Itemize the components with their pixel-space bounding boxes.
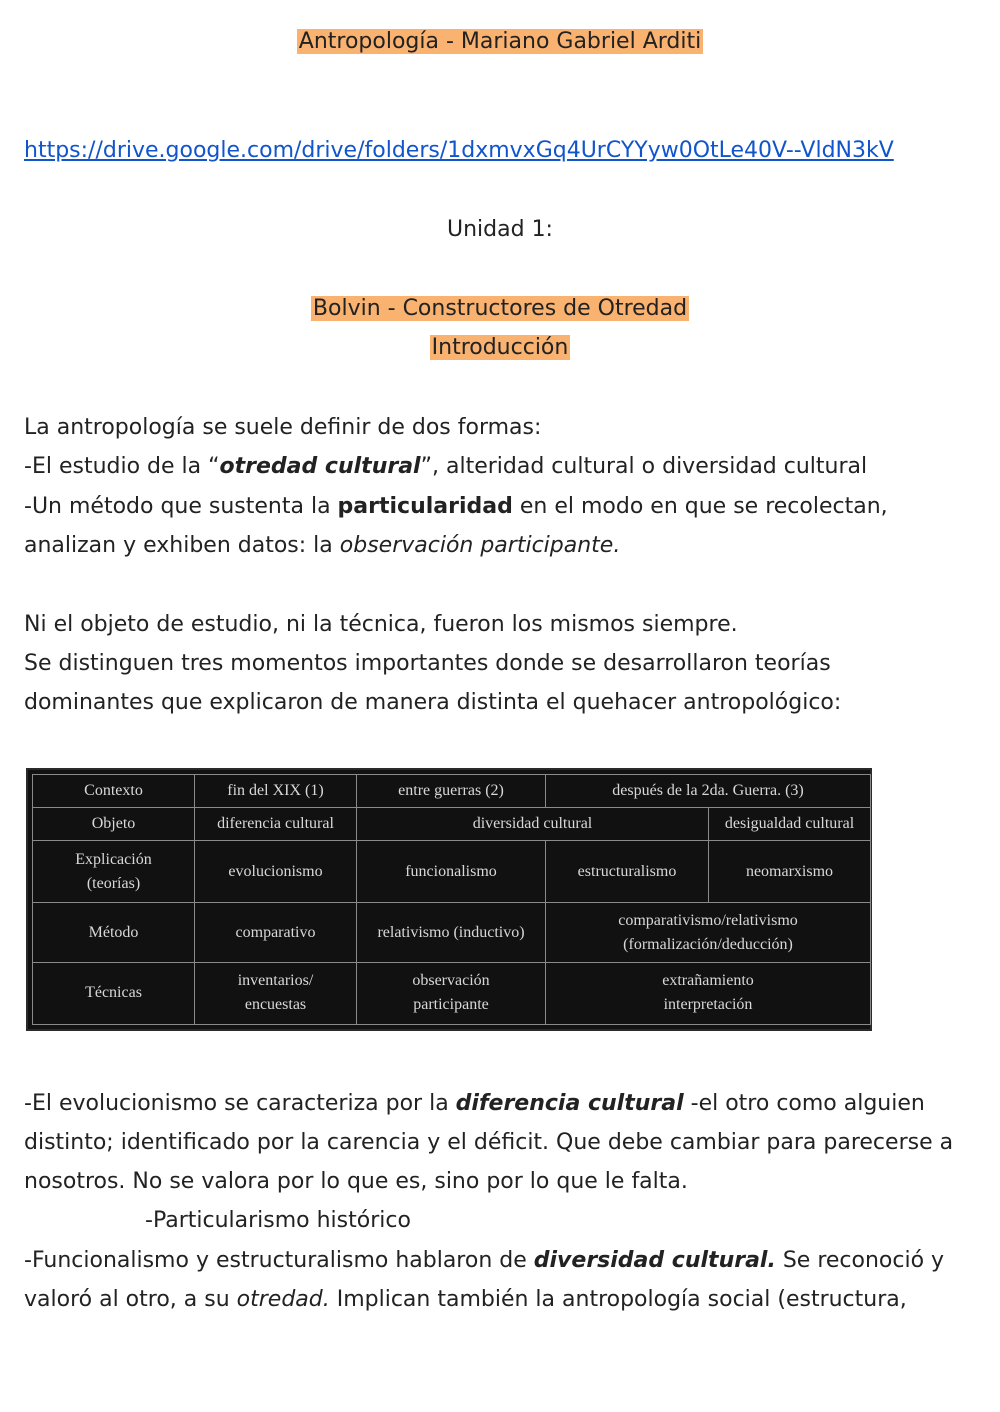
table-row-metodo bbox=[33, 903, 871, 962]
intro-line-4 bbox=[24, 531, 620, 561]
table-cell: funcionalismo bbox=[357, 841, 546, 903]
section-subtitle bbox=[0, 333, 1000, 363]
section-title-text: Bolvin - Constructores de Otredad bbox=[312, 296, 688, 321]
table-row-explicacion bbox=[33, 841, 871, 903]
table-cell: relativismo (inductivo) bbox=[357, 903, 546, 962]
table-cell bbox=[546, 903, 871, 962]
table-cell: entre guerras (2) bbox=[357, 775, 546, 808]
para3-line-3: nosotros. No se valora por lo que es, sino por lo que le falta. bbox=[24, 1169, 688, 1194]
para3-line-1-c: -el otro como alguien bbox=[683, 1091, 925, 1116]
tecnicas-1-line-2: encuestas bbox=[244, 996, 307, 1014]
drive-link-line bbox=[24, 136, 894, 166]
section-title bbox=[0, 294, 1000, 324]
para3-line-5 bbox=[24, 1246, 944, 1276]
table-header-contexto: Contexto bbox=[33, 775, 195, 808]
table-cell: evolucionismo bbox=[195, 841, 357, 903]
para3-line-4: -Particularismo histórico bbox=[145, 1208, 411, 1233]
para3-line-6-a: valoró al otro, a su bbox=[24, 1287, 237, 1312]
para3-line-5-c: Se reconoció y bbox=[775, 1248, 945, 1273]
table-header-tecnicas: Técnicas bbox=[33, 962, 195, 1024]
table-header-metodo: Método bbox=[33, 903, 195, 962]
tecnicas-1-line-1: inventarios/ bbox=[237, 972, 314, 990]
para2-line-1: Ni el objeto de estudio, ni la técnica, fueron los mismos siempre. bbox=[24, 612, 738, 637]
para3-line-5-a: -Funcionalismo y estructuralismo hablaron de bbox=[24, 1248, 534, 1273]
para3-line-2: distinto; identificado por la carencia y el déficit. Que debe cambiar para parecerse a bbox=[24, 1130, 954, 1155]
intro-line-3-a: -Un método que sustenta la bbox=[24, 494, 338, 519]
intro-line-2-a: -El estudio de la “ bbox=[24, 454, 220, 479]
table-cell: diferencia cultural bbox=[195, 808, 357, 841]
intro-line-3-c: en el modo en que se recolectan, bbox=[512, 494, 888, 519]
para3-line-6 bbox=[24, 1285, 907, 1315]
diversidad-cultural-emphasis: diversidad cultural. bbox=[533, 1248, 776, 1273]
document-title bbox=[0, 27, 1000, 57]
intro-line-3 bbox=[24, 492, 888, 522]
para3-line-1-a: -El evolucionismo se caracteriza por la bbox=[24, 1091, 456, 1116]
tecnicas-3-line-1: extrañamiento bbox=[662, 972, 754, 990]
table-row-objeto bbox=[33, 808, 871, 841]
table-row-contexto bbox=[33, 775, 871, 808]
theories-table-image bbox=[26, 768, 872, 1031]
diferencia-cultural-emphasis: diferencia cultural bbox=[455, 1091, 684, 1116]
para2-line-2: Se distinguen tres momentos importantes donde se desarrollaron teorías bbox=[24, 651, 831, 676]
intro-line-2-c: ”, alteridad cultural o diversidad cultural bbox=[420, 454, 868, 479]
table-cell: neomarxismo bbox=[709, 841, 871, 903]
intro-line-4-a: analizan y exhiben datos: la bbox=[24, 533, 340, 558]
metodo-line-1: comparativismo/relativismo bbox=[618, 911, 798, 929]
intro-line-1: La antropología se suele definir de dos formas: bbox=[24, 415, 542, 440]
para2-line-3: dominantes que explicaron de manera distinta el quehacer antropológico: bbox=[24, 690, 842, 715]
table-cell bbox=[546, 962, 871, 1024]
tecnicas-2-line-1: observación bbox=[412, 972, 490, 990]
explicacion-label: Explicación bbox=[75, 850, 152, 868]
metodo-line-2: (formalización/deducción) bbox=[623, 935, 793, 953]
para3-line-6-c: Implican también la antropología social (estructura, bbox=[329, 1287, 907, 1312]
table-cell: fin del XIX (1) bbox=[195, 775, 357, 808]
intro-line-2 bbox=[24, 452, 867, 482]
otredad-cultural-emphasis: otredad cultural bbox=[219, 454, 421, 479]
drive-folder-link[interactable]: https://drive.google.com/drive/folders/1dxmvxGq4UrCYYyw0OtLe40V--VldN3kV bbox=[24, 138, 894, 163]
section-subtitle-text: Introducción bbox=[431, 335, 569, 360]
table-cell: estructuralismo bbox=[546, 841, 709, 903]
particularidad-emphasis: particularidad bbox=[337, 494, 513, 519]
theories-table bbox=[32, 774, 871, 1025]
teorias-label: (teorías) bbox=[86, 874, 141, 892]
tecnicas-3-line-2: interpretación bbox=[663, 996, 753, 1014]
table-cell: después de la 2da. Guerra. (3) bbox=[546, 775, 871, 808]
document-title-text: Antropología - Mariano Gabriel Arditi bbox=[298, 29, 702, 54]
table-cell: diversidad cultural bbox=[357, 808, 709, 841]
table-header-explicacion bbox=[33, 841, 195, 903]
otredad-emphasis: otredad. bbox=[236, 1287, 330, 1312]
tecnicas-2-line-2: participante bbox=[413, 996, 489, 1014]
para3-line-1 bbox=[24, 1089, 925, 1119]
table-header-objeto: Objeto bbox=[33, 808, 195, 841]
observacion-participante-emphasis: observación participante. bbox=[339, 533, 621, 558]
unit-heading: Unidad 1: bbox=[447, 217, 553, 242]
table-cell: desigualdad cultural bbox=[709, 808, 871, 841]
table-cell bbox=[357, 962, 546, 1024]
table-cell: comparativo bbox=[195, 903, 357, 962]
table-cell bbox=[195, 962, 357, 1024]
table-row-tecnicas bbox=[33, 962, 871, 1024]
